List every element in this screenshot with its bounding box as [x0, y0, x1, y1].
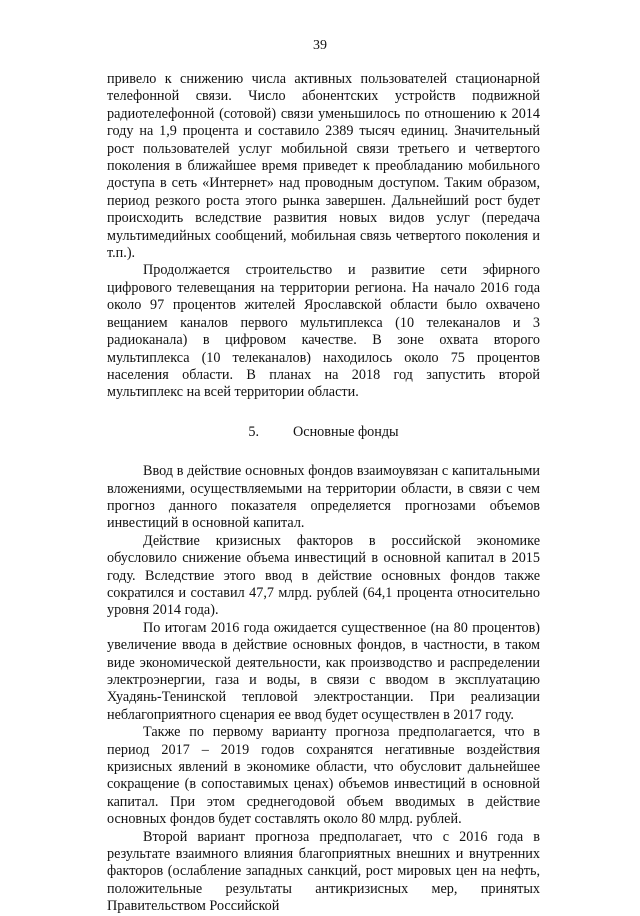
- paragraph-second-scenario: Второй вариант прогноза предполагает, что с 2016 года в результате взаимного влияния благоприятных внешних и внутренних факторов (ослабление западных санкций, рост мировых цен на нефть, положительные результаты антикризисных мер, принятых Правительством Российской: [107, 828, 540, 915]
- page-body: [107, 71, 540, 916]
- section-heading: [107, 424, 540, 441]
- paragraph-fixed-assets-intro: Ввод в действие основных фондов взаимоувязан с капитальными вложениями, осуществляемыми на территории области, в связи с чем прогноз данного показателя определяется прогнозами объемов инвестиций в основной капитал.: [107, 463, 540, 532]
- section-number: 5.: [248, 423, 260, 440]
- page-number: 39: [313, 38, 327, 53]
- paragraph-crisis-factors: Действие кризисных факторов в российской экономике обусловило снижение объема инвестиций в основной капитал в 2015 году. Вследствие этого ввод в действие основных фондов также сократился и составил 47,7 млрд. рублей (64,1 процента относительно уровня 2014 года).: [107, 532, 540, 619]
- section-title: Основные фонды: [293, 423, 399, 440]
- paragraph-digital-tv: Продолжается строительство и развитие сети эфирного цифрового телевещания на территории региона. На начало 2016 года около 97 процентов жителей Ярославской области было охвачено вещанием каналов первого мультиплекса (10 телеканалов и 3 радиоканала) в цифровом качестве. В зоне охвата второго мультиплекса (10 телеканалов) находилось около 75 процентов населения области. В планах на 2018 год запустить второй мультиплекс на всей территории области.: [107, 262, 540, 401]
- paragraph-first-scenario: Также по первому варианту прогноза предполагается, что в период 2017 – 2019 годов сохранятся негативные воздействия кризисных явлений в экономике области, что обусловит дальнейшее сокращение (в сопоставимых ценах) объемов инвестиций в основной капитал. При этом среднегодовой объем вводимых в действие основных фондов будет составлять около 80 млрд. рублей.: [107, 724, 540, 828]
- paragraph-2016-results: По итогам 2016 года ожидается существенное (на 80 процентов) увеличение ввода в действие основных фондов, в частности, в таком виде экономической деятельности, как производство и распределении электроэнергии, газа и воды, в связи с вводом в эксплуатацию Хуадянь-Тенинской тепловой электростанции. При реализации неблагоприятного сценария ее ввод будет осуществлен в 2017 году.: [107, 619, 540, 723]
- paragraph-mobile-communications: привело к снижению числа активных пользователей стационарной телефонной связи. Число абонентских устройств подвижной радиотелефонной (сотовой) связи уменьшилось по отношению к 2014 году на 1,9 процента и составило 2389 тысяч единиц. Значительный рост пользователей услуг мобильной связи третьего и четвертого поколения в ближайшее время приведет к преобладанию мобильного доступа в сеть «Интернет» над проводным доступом. Таким образом, период резкого роста этого рынка завершен. Дальнейший рост будет происходить вследствие развития новых видов услуг (передача мультимедийных сообщений, мобильная связь четвертого поколения и т.п.).: [107, 71, 540, 262]
